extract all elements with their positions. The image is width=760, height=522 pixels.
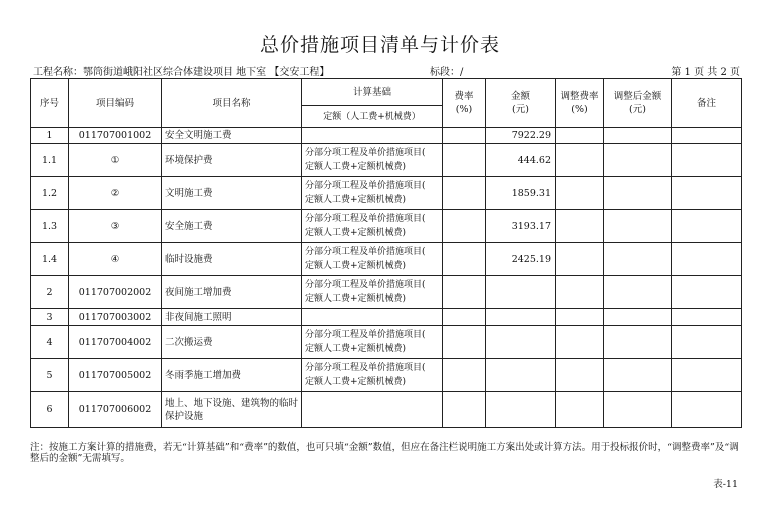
form-code: 表-11 xyxy=(713,479,738,490)
cell-adj-amount xyxy=(604,128,672,144)
table-row xyxy=(31,144,742,177)
table-row xyxy=(31,177,742,210)
header-amount-label: 金额 xyxy=(510,91,530,102)
cell-remark xyxy=(672,392,742,428)
cell-name: 非夜间施工照明 xyxy=(162,309,302,326)
cell-adj-rate xyxy=(556,128,604,144)
cell-adj-amount xyxy=(604,177,672,210)
cell-remark xyxy=(672,309,742,326)
cell-code: ② xyxy=(69,177,162,210)
cell-adj-rate xyxy=(556,177,604,210)
cell-code: ① xyxy=(69,144,162,177)
cell-seq: 5 xyxy=(31,359,69,392)
table-row xyxy=(31,243,742,276)
cell-seq: 1.3 xyxy=(31,210,69,243)
cell-adj-amount xyxy=(604,243,672,276)
cell-basis-line1: 分部分项工程及单价措施项目( xyxy=(305,247,426,257)
header-adj-rate-label: 调整费率 xyxy=(560,91,599,102)
cell-seq: 1.2 xyxy=(31,177,69,210)
cell-basis-line1: 分部分项工程及单价措施项目( xyxy=(305,214,426,224)
cell-amount: 444.62 xyxy=(486,144,556,177)
cell-basis xyxy=(302,210,443,243)
cell-rate xyxy=(443,359,486,392)
cell-basis-line2: 定额人工费+定额机械费) xyxy=(305,228,407,238)
table-row xyxy=(31,128,742,144)
section-label: 标段：/ xyxy=(430,67,464,78)
footnote: 注：按施工方案计算的措施费，若无“计算基础”和“费率”的数值，也可只填“金额”数值，但应在备注栏说明施工方案出处或计算方法。用于投标报价时，“调整费率”及“调整后的金额”无需填写。 xyxy=(30,442,739,464)
header-adj-rate xyxy=(556,79,604,128)
cell-basis-line2: 定额人工费+定额机械费) xyxy=(305,162,407,172)
table-row xyxy=(31,210,742,243)
cell-remark xyxy=(672,177,742,210)
cell-seq: 2 xyxy=(31,276,69,309)
table-row xyxy=(31,276,742,309)
cell-adj-rate xyxy=(556,276,604,309)
cell-seq: 6 xyxy=(31,392,69,428)
cell-seq: 1.1 xyxy=(31,144,69,177)
cell-seq: 3 xyxy=(31,309,69,326)
cell-basis-line2: 定额人工费+定额机械费) xyxy=(305,377,407,387)
cell-amount: 2425.19 xyxy=(486,243,556,276)
header-code: 项目编码 xyxy=(69,79,162,128)
table-header xyxy=(31,79,742,128)
cell-name: 二次搬运费 xyxy=(162,326,302,359)
cell-adj-amount xyxy=(604,276,672,309)
cell-amount xyxy=(486,309,556,326)
cell-remark xyxy=(672,326,742,359)
cell-basis xyxy=(302,276,443,309)
cell-code: 011707002002 xyxy=(69,276,162,309)
cell-name: 安全文明施工费 xyxy=(162,128,302,144)
cell-basis-line1: 分部分项工程及单价措施项目( xyxy=(305,280,426,290)
cell-code: 011707003002 xyxy=(69,309,162,326)
cell-code: 011707005002 xyxy=(69,359,162,392)
cell-basis xyxy=(302,177,443,210)
cell-name: 冬雨季施工增加费 xyxy=(162,359,302,392)
cell-amount: 7922.29 xyxy=(486,128,556,144)
cell-rate xyxy=(443,309,486,326)
cell-basis xyxy=(302,128,443,144)
header-adj-rate-unit: (%) xyxy=(571,104,588,115)
page-indicator: 第 1 页 共 2 页 xyxy=(671,67,740,78)
cell-basis-line2: 定额人工费+定额机械费) xyxy=(305,195,407,205)
cell-name: 安全施工费 xyxy=(162,210,302,243)
cell-adj-rate xyxy=(556,359,604,392)
header-name: 项目名称 xyxy=(162,79,302,128)
cell-amount xyxy=(486,359,556,392)
cell-remark xyxy=(672,144,742,177)
header-adj-amount xyxy=(604,79,672,128)
cell-rate xyxy=(443,144,486,177)
cell-name: 文明施工费 xyxy=(162,177,302,210)
cell-name: 地上、地下设施、建筑物的临时保护设施 xyxy=(162,392,302,428)
cell-amount: 3193.17 xyxy=(486,210,556,243)
cell-basis-line2: 定额人工费+定额机械费) xyxy=(305,344,407,354)
header-rate-unit: (%) xyxy=(455,104,473,115)
cell-adj-rate xyxy=(556,309,604,326)
cell-seq: 4 xyxy=(31,326,69,359)
header-adj-amount-label: 调整后金额 xyxy=(613,91,662,102)
cell-adj-amount xyxy=(604,210,672,243)
header-seq: 序号 xyxy=(31,79,69,128)
cell-amount xyxy=(486,326,556,359)
cell-adj-amount xyxy=(604,359,672,392)
cell-basis xyxy=(302,326,443,359)
cell-remark xyxy=(672,276,742,309)
cell-remark xyxy=(672,210,742,243)
cell-seq: 1.4 xyxy=(31,243,69,276)
cell-basis-line1: 分部分项工程及单价措施项目( xyxy=(305,148,426,158)
cell-adj-rate xyxy=(556,144,604,177)
cell-basis xyxy=(302,144,443,177)
cell-amount xyxy=(486,392,556,428)
cell-adj-amount xyxy=(604,326,672,359)
header-amount-unit: (元) xyxy=(512,104,529,115)
table-row xyxy=(31,309,742,326)
cell-basis xyxy=(302,359,443,392)
cell-code: 011707006002 xyxy=(69,392,162,428)
header-basis-sub: 定额（人工费+机械费） xyxy=(302,106,443,128)
cell-rate xyxy=(443,243,486,276)
cell-basis xyxy=(302,392,443,428)
cell-basis xyxy=(302,243,443,276)
cell-name: 环境保护费 xyxy=(162,144,302,177)
table-body xyxy=(31,128,742,428)
header-amount xyxy=(486,79,556,128)
header-rate xyxy=(443,79,486,128)
cell-rate xyxy=(443,128,486,144)
cell-basis-line1: 分部分项工程及单价措施项目( xyxy=(305,330,426,340)
cell-name: 临时设施费 xyxy=(162,243,302,276)
header-remark: 备注 xyxy=(672,79,742,128)
cell-adj-rate xyxy=(556,392,604,428)
table-row xyxy=(31,392,742,428)
cell-seq: 1 xyxy=(31,128,69,144)
cell-remark xyxy=(672,243,742,276)
cell-adj-rate xyxy=(556,210,604,243)
cell-basis-line2: 定额人工费+定额机械费) xyxy=(305,261,407,271)
cell-adj-rate xyxy=(556,326,604,359)
cell-rate xyxy=(443,326,486,359)
cell-adj-amount xyxy=(604,392,672,428)
cell-name: 夜间施工增加费 xyxy=(162,276,302,309)
cell-basis-line2: 定额人工费+定额机械费) xyxy=(305,294,407,304)
cell-rate xyxy=(443,276,486,309)
cell-remark xyxy=(672,359,742,392)
cell-code: 011707004002 xyxy=(69,326,162,359)
page-title: 总价措施项目清单与计价表 xyxy=(259,34,500,56)
cell-adj-amount xyxy=(604,309,672,326)
cell-rate xyxy=(443,210,486,243)
cell-adj-rate xyxy=(556,243,604,276)
table-row xyxy=(31,326,742,359)
cell-amount: 1859.31 xyxy=(486,177,556,210)
cell-basis-line1: 分部分项工程及单价措施项目( xyxy=(305,363,426,373)
cell-basis xyxy=(302,309,443,326)
cell-remark xyxy=(672,128,742,144)
header-adj-amount-unit: (元) xyxy=(629,104,646,115)
header-basis: 计算基础 xyxy=(302,79,443,106)
table-row xyxy=(31,359,742,392)
project-name: 工程名称：鄂筒街道峨阳社区综合体建设项目 地下室 【交安工程】 xyxy=(33,67,330,78)
cell-adj-amount xyxy=(604,144,672,177)
cell-code: ④ xyxy=(69,243,162,276)
cell-rate xyxy=(443,392,486,428)
cell-amount xyxy=(486,276,556,309)
cell-code: 011707001002 xyxy=(69,128,162,144)
cell-code: ③ xyxy=(69,210,162,243)
cell-basis-line1: 分部分项工程及单价措施项目( xyxy=(305,181,426,191)
meta-bar xyxy=(33,63,740,77)
cell-rate xyxy=(443,177,486,210)
header-rate-label: 费率 xyxy=(454,91,474,102)
measures-table xyxy=(30,78,742,428)
